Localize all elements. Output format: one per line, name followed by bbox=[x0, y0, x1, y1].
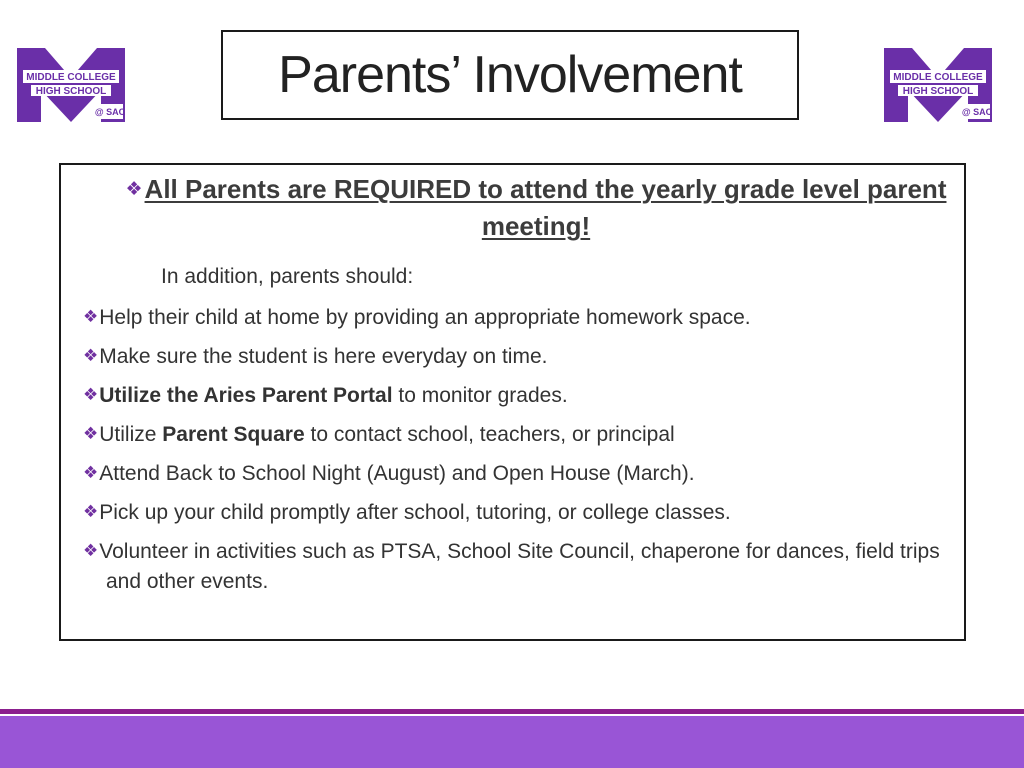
diamond-bullet-icon: ❖ bbox=[83, 463, 99, 482]
page-title: Parents’ Involvement bbox=[278, 46, 742, 104]
bullet-text: Make sure the student is here everyday on time. bbox=[99, 345, 548, 368]
bullet-text: Utilize bbox=[99, 423, 163, 446]
logo-line1: MIDDLE COLLEGE bbox=[26, 72, 116, 83]
content-box bbox=[59, 163, 966, 641]
school-logo-right bbox=[884, 48, 992, 122]
list-item bbox=[83, 341, 943, 380]
intro-text: In addition, parents should: bbox=[161, 265, 414, 288]
diamond-bullet-icon: ❖ bbox=[83, 424, 99, 443]
bullet-text: Pick up your child promptly after school, tutoring, or college classes. bbox=[99, 501, 731, 524]
bullet-list bbox=[83, 302, 943, 597]
list-item bbox=[83, 419, 943, 458]
bullet-bold-text: Utilize the Aries Parent Portal bbox=[99, 384, 393, 407]
footer-accent-line bbox=[0, 709, 1024, 714]
list-item bbox=[83, 536, 943, 597]
bullet-bold-text: Parent Square bbox=[162, 423, 305, 446]
headline bbox=[121, 171, 951, 245]
diamond-bullet-icon: ❖ bbox=[83, 541, 99, 560]
title-box bbox=[221, 30, 799, 120]
logo-tag: @ SAC bbox=[961, 107, 992, 117]
footer-band bbox=[0, 716, 1024, 768]
diamond-bullet-icon: ❖ bbox=[125, 179, 143, 200]
list-item bbox=[83, 380, 943, 419]
list-item bbox=[83, 302, 943, 341]
school-logo-left bbox=[17, 48, 125, 122]
logo-line2: HIGH SCHOOL bbox=[35, 86, 107, 97]
bullet-text: Attend Back to School Night (August) and Open House (March). bbox=[99, 462, 695, 485]
diamond-bullet-icon: ❖ bbox=[83, 502, 99, 521]
diamond-bullet-icon: ❖ bbox=[83, 385, 99, 404]
bullet-text: to contact school, teachers, or principal bbox=[304, 423, 675, 446]
diamond-bullet-icon: ❖ bbox=[83, 307, 99, 326]
logo-tag: @ SAC bbox=[94, 107, 125, 117]
headline-text: All Parents are REQUIRED to attend the yearly grade level parent meeting! bbox=[144, 174, 947, 241]
bullet-text: Help their child at home by providing an appropriate homework space. bbox=[99, 306, 751, 329]
list-item bbox=[83, 497, 943, 536]
list-item bbox=[83, 458, 943, 497]
logo-line2: HIGH SCHOOL bbox=[902, 86, 974, 97]
bullet-text: Volunteer in activities such as PTSA, School Site Council, chaperone for dances, field trips and other events. bbox=[99, 540, 940, 593]
bullet-text: to monitor grades. bbox=[392, 384, 568, 407]
logo-line1: MIDDLE COLLEGE bbox=[893, 72, 983, 83]
diamond-bullet-icon: ❖ bbox=[83, 346, 99, 365]
